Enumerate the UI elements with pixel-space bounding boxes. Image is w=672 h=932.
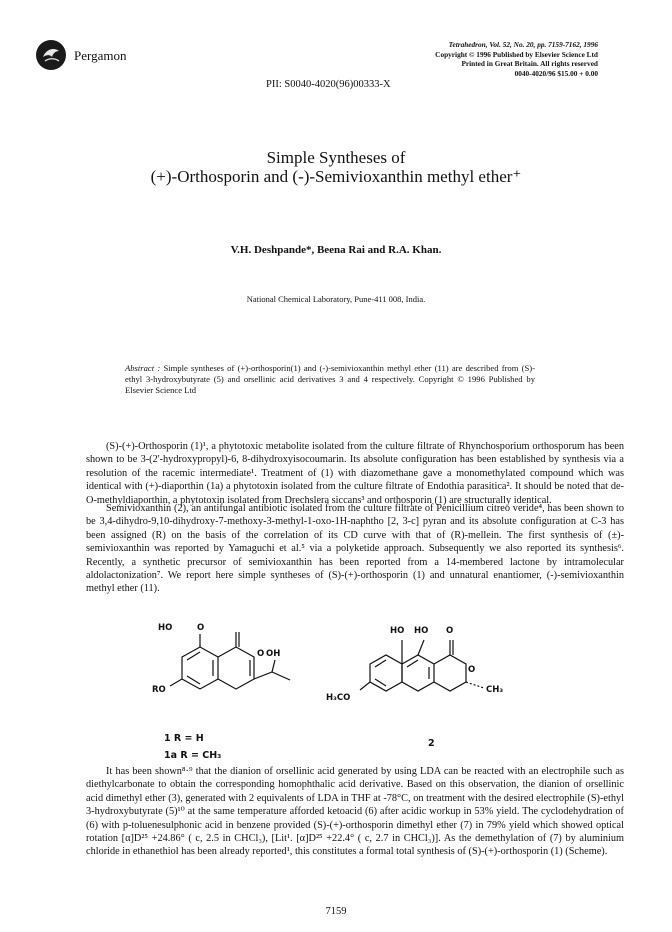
paragraph-semivioxanthin: Semivioxanthin (2), an antifungal antibiotic isolated from the culture filtrate of Penicillium citreo veride⁴, has been shown to be 3,4-dihydro-9,10-dihydroxy-7-methoxy-3-methyl-1-oxo-1H-naphtho [2, 3-c] pyran and its absolute configuration at C-3 has been assigned (R) on the basis of the correlation of its CD curve with that of (R)-mellein. The first synthesis of (±)-semivioxanthin was reported by Yamaguchi et al.⁵ via a polyketide approach. Subsequently we also reported its synthesis⁶. Recently, a synthetic precursor of semivioxanthin has been reported from a 14-membered lactone by intramolecular aldolactonization⁷. We report here simple syntheses of (S)-(+)-orthosporin (1) and unnatural enantiomer, (-)-semivioxanthin methyl ether (11).	[86, 503, 624, 595]
s2-ho2-label: HO	[414, 626, 429, 636]
article-title	[0, 148, 672, 186]
compound-1a-label: 1a R = CH₃	[164, 750, 222, 761]
s2-carbonyl-o-label: O	[446, 626, 454, 636]
pii-identifier: PII: S0040-4020(96)00333-X	[266, 79, 391, 90]
s1-ro-bond	[170, 679, 182, 686]
page-number: 7159	[325, 906, 347, 917]
s1-side-oh-bond	[272, 660, 275, 672]
affiliation: National Chemical Laboratory, Pune-411 008, India.	[246, 294, 426, 304]
structure-2	[360, 640, 484, 691]
structure-1	[170, 632, 290, 689]
abstract	[125, 363, 535, 397]
s2-h3co-label: H₃CO	[326, 693, 351, 703]
s1-oh-label: OH	[266, 649, 281, 659]
compound-2-label: 2	[428, 738, 435, 749]
publisher-name: Pergamon	[74, 48, 127, 63]
title-line-2: (+)-Orthosporin and (-)-Semivioxanthin methyl ether⁺	[150, 167, 522, 186]
compound-1-labels	[164, 730, 221, 764]
copyright-line: Copyright © 1996 Published by Elsevier Science Ltd	[435, 49, 598, 59]
s2-methyl-hashed-bond	[466, 682, 484, 688]
s1-side-chain	[254, 672, 290, 680]
pergamon-logo-icon	[36, 40, 66, 70]
chemical-structures	[140, 622, 580, 722]
price-line: 0040-4020/96 $15.00 + 0.00	[514, 68, 598, 78]
paragraph-orthosporin: (S)-(+)-Orthosporin (1)¹, a phytotoxic metabolite isolated from the culture filtrate of Rhynchosporium orthosporum has been shown to be 3-(2'-hydroxypropyl)-6, 8-dihydroxyisocoumarin. Its absolute configuration has been established by synthesis via a resolution of the racemic intermediate¹. Treatment of (1) with diazomethane gave a monomethylated compound which was identical with (+)-diaporthin (1a) a phytotoxin isolated from the culture filtrate of Endothia parasitica². It should be noted that de-O-methyldiaporthin, a phytotoxin isolated from Drechslera siccans³ and orthosporin (1) are structurally identical.	[86, 441, 624, 506]
s2-ome-bond	[360, 682, 370, 690]
s1-ho-label: HO	[158, 623, 173, 633]
s2-ch3-label: CH₃	[486, 685, 504, 695]
s2-pyran-ring	[434, 655, 466, 691]
body-paragraph-1	[86, 440, 624, 507]
s2-ring-a-db1	[375, 660, 386, 667]
s2-ho1-label: HO	[390, 626, 405, 636]
abstract-label: Abstract :	[125, 363, 161, 373]
s1-ro-label: RO	[152, 685, 166, 695]
s2-oh2-bond	[418, 640, 424, 655]
journal-line: Tetrahedron, Vol. 52, No. 20, pp. 7159-7162, 1996	[448, 40, 598, 49]
s1-carbonyl-o-label: O	[197, 623, 205, 633]
s1-ring-o-label: O	[257, 649, 265, 659]
s2-ring-a-db2	[375, 679, 386, 686]
printed-line: Printed in Great Britain. All rights reserved	[461, 59, 598, 69]
body-paragraph-2	[86, 502, 624, 596]
journal-masthead	[435, 40, 598, 78]
s2-ring-b-db1	[407, 660, 418, 667]
s2-ring-o-label: O	[468, 665, 476, 675]
author-list: V.H. Deshpande*, Beena Rai and R.A. Khan.	[230, 244, 442, 256]
abstract-text: Simple syntheses of (+)-orthosporin(1) and (-)-semivioxanthin methyl ether (11) are described from (S)-ethyl 3-hydroxybutyrate (5) and orsellinic acid derivatives 3 and 4 respectively. Copyright © 1996 Published by Elsevier Science Ltd	[125, 363, 536, 396]
compound-1-label: 1 R = H	[164, 733, 204, 744]
body-paragraph-3	[86, 765, 624, 859]
paragraph-synthesis: It has been shown⁸·⁹ that the dianion of orsellinic acid generated by using LDA can be reacted with an electrophile such as diethylcarbonate to obtain the corresponding homophthalic acid derivative. Based on this observation, the dianion of orsellinic acid dimethyl ether (3), generated with 2 equivalents of LDA in THF at -78°C, on treatment with the desired electrophile (S)-ethyl 3-hydroxybutyrate (5)¹⁰ at the same temperature afforded ketoacid (6) after acidic workup in 53% yield. The cyclodehydration of (6) with p-toluenesulphonic acid in benzene provided (S)-(+)-orthosporin dimethyl ether (7) in 79% yield which showed optical rotation [α]D²⁵ +24.86° ( c, 2.5 in CHCl₃), [Lit¹. [α]D²⁵ +22.4° ( c, 2.7 in CHCl₃)]. As the demethylation of (7) by aluminium chloride in ethanethiol has been already reported¹, this constitutes a formal total synthesis of (S)-(+)-orthosporin (1) (Scheme).	[86, 766, 624, 858]
s1-lactone-ring	[218, 647, 254, 689]
title-line-1: Simple Syntheses of	[266, 148, 406, 167]
